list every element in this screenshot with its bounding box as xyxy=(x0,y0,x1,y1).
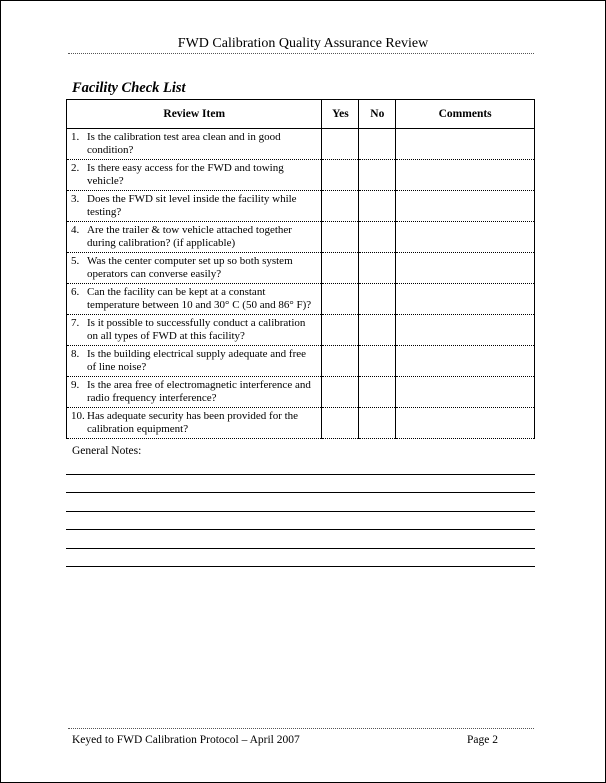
item-text: Is the building electrical supply adequate and free of line noise? xyxy=(87,348,306,373)
column-header-review-item: Review Item xyxy=(67,100,322,129)
column-header-yes: Yes xyxy=(322,100,359,129)
item-text: Does the FWD sit level inside the facility while testing? xyxy=(87,193,297,218)
table-row xyxy=(67,191,535,222)
general-notes-label: General Notes: xyxy=(72,445,142,457)
comments-cell[interactable] xyxy=(396,408,535,439)
yes-cell[interactable] xyxy=(322,377,359,408)
footer-page-number: Page 2 xyxy=(467,734,498,746)
item-number: 10. xyxy=(71,410,85,422)
yes-cell[interactable] xyxy=(322,191,359,222)
item-text: Are the trailer & tow vehicle attached together during calibration? (if applicable) xyxy=(87,224,292,249)
review-item-cell xyxy=(67,129,322,160)
item-number: 7. xyxy=(71,317,80,329)
review-item-cell xyxy=(67,284,322,315)
no-cell[interactable] xyxy=(359,253,396,284)
note-line[interactable] xyxy=(66,511,535,512)
no-cell[interactable] xyxy=(359,315,396,346)
yes-cell[interactable] xyxy=(322,284,359,315)
item-number: 5. xyxy=(71,255,80,267)
note-line[interactable] xyxy=(66,474,535,475)
footer-protocol-text: Keyed to FWD Calibration Protocol – April 2007 xyxy=(72,734,300,746)
comments-cell[interactable] xyxy=(396,191,535,222)
comments-cell[interactable] xyxy=(396,346,535,377)
table-row xyxy=(67,408,535,439)
item-number: 2. xyxy=(71,162,80,174)
item-text: Has adequate security has been provided for the calibration equipment? xyxy=(87,410,299,435)
comments-cell[interactable] xyxy=(396,253,535,284)
item-number: 8. xyxy=(71,348,80,360)
yes-cell[interactable] xyxy=(322,129,359,160)
yes-cell[interactable] xyxy=(322,222,359,253)
review-item-cell xyxy=(67,253,322,284)
comments-cell[interactable] xyxy=(396,160,535,191)
no-cell[interactable] xyxy=(359,160,396,191)
table-row xyxy=(67,346,535,377)
no-cell[interactable] xyxy=(359,377,396,408)
item-text: Can the facility can be kept at a constant temperature between 10 and 30° C (50 and 86° F)? xyxy=(87,286,312,311)
note-line[interactable] xyxy=(66,529,535,530)
no-cell[interactable] xyxy=(359,222,396,253)
facility-checklist-table xyxy=(66,99,535,439)
table-row xyxy=(67,222,535,253)
item-text: Is the calibration test area clean and in good condition? xyxy=(87,131,281,156)
yes-cell[interactable] xyxy=(322,315,359,346)
review-item-cell xyxy=(67,315,322,346)
no-cell[interactable] xyxy=(359,129,396,160)
no-cell[interactable] xyxy=(359,346,396,377)
item-text: Is there easy access for the FWD and towing vehicle? xyxy=(87,162,284,187)
table-row xyxy=(67,315,535,346)
table-row xyxy=(67,160,535,191)
no-cell[interactable] xyxy=(359,408,396,439)
comments-cell[interactable] xyxy=(396,377,535,408)
note-line[interactable] xyxy=(66,566,535,567)
item-number: 3. xyxy=(71,193,80,205)
page-header-title: FWD Calibration Quality Assurance Review xyxy=(177,36,429,51)
table-row xyxy=(67,253,535,284)
comments-cell[interactable] xyxy=(396,315,535,346)
yes-cell[interactable] xyxy=(322,253,359,284)
no-cell[interactable] xyxy=(359,191,396,222)
footer-divider xyxy=(68,728,534,729)
table-row xyxy=(67,129,535,160)
section-title: Facility Check List xyxy=(72,80,186,96)
item-number: 4. xyxy=(71,224,80,236)
item-text: Is it possible to successfully conduct a calibration on all types of FWD at this facility? xyxy=(87,317,306,342)
yes-cell[interactable] xyxy=(322,408,359,439)
note-line[interactable] xyxy=(66,548,535,549)
header-divider xyxy=(68,53,534,54)
item-number: 6. xyxy=(71,286,80,298)
review-item-cell xyxy=(67,191,322,222)
comments-cell[interactable] xyxy=(396,284,535,315)
review-item-cell xyxy=(67,346,322,377)
table-row xyxy=(67,377,535,408)
table-row xyxy=(67,284,535,315)
table-header-row xyxy=(67,100,535,129)
comments-cell[interactable] xyxy=(396,222,535,253)
item-text: Is the area free of electromagnetic interference and radio frequency interference? xyxy=(87,379,311,404)
note-line[interactable] xyxy=(66,492,535,493)
yes-cell[interactable] xyxy=(322,346,359,377)
yes-cell[interactable] xyxy=(322,160,359,191)
review-item-cell xyxy=(67,222,322,253)
review-item-cell xyxy=(67,160,322,191)
column-header-comments: Comments xyxy=(396,100,535,129)
item-number: 9. xyxy=(71,379,80,391)
comments-cell[interactable] xyxy=(396,129,535,160)
item-number: 1. xyxy=(71,131,80,143)
item-text: Was the center computer set up so both system operators can converse easily? xyxy=(87,255,293,280)
column-header-no: No xyxy=(359,100,396,129)
no-cell[interactable] xyxy=(359,284,396,315)
review-item-cell xyxy=(67,408,322,439)
review-item-cell xyxy=(67,377,322,408)
